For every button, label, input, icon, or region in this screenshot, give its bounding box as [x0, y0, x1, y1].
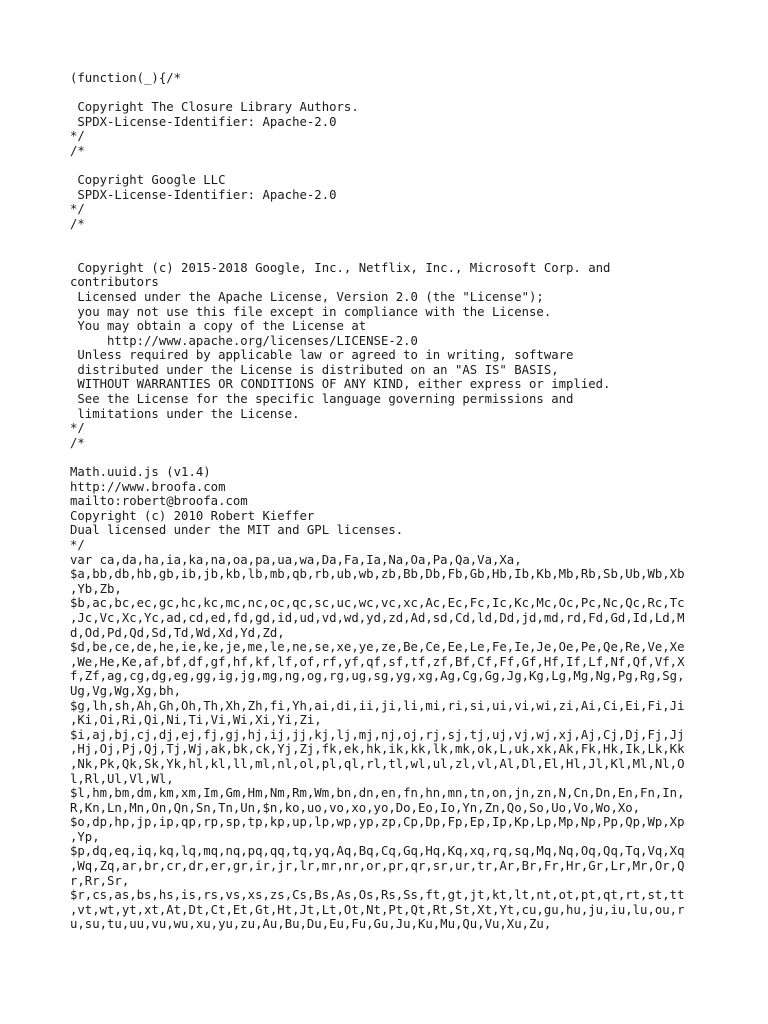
code-line: distributed under the License is distributed on an "AS IS" BASIS,: [70, 362, 559, 377]
code-line: $g,lh,sh,Ah,Gh,Oh,Th,Xh,Zh,fi,Yh,ai,di,ii,ji,li,mi,ri,si,ui,vi,wi,zi,Ai,Ci,Ei,Fi,Ji: [70, 698, 685, 713]
code-line: WITHOUT WARRANTIES OR CONDITIONS OF ANY KIND, either express or implied.: [70, 377, 611, 392]
code-line: [70, 86, 700, 101]
code-line: ,Jc,Vc,Xc,Yc,ad,cd,ed,fd,gd,id,ud,vd,wd,yd,zd,Ad,sd,Cd,ld,Dd,jd,md,rd,Fd,Gd,Id,Ld,M: [70, 610, 685, 625]
code-line: /*: [70, 435, 85, 450]
code-line: contributors: [70, 275, 159, 290]
code-document: [70, 71, 700, 932]
code-line: */: [70, 129, 85, 144]
code-line: [70, 450, 700, 465]
code-line: ,Yp,: [70, 829, 100, 844]
code-line: d,Od,Pd,Qd,Sd,Td,Wd,Xd,Yd,Zd,: [70, 625, 285, 640]
code-line: Copyright (c) 2010 Robert Kieffer: [70, 508, 315, 523]
code-line: limitations under the License.: [70, 406, 300, 421]
code-line: /*: [70, 216, 85, 231]
code-line: Ug,Vg,Wg,Xg,bh,: [70, 683, 182, 698]
code-line: $r,cs,as,bs,hs,is,rs,vs,xs,zs,Cs,Bs,As,Os,Rs,Ss,ft,gt,jt,kt,lt,nt,ot,pt,qt,rt,st,tt: [70, 888, 685, 903]
code-line: Copyright The Closure Library Authors.: [70, 100, 359, 115]
code-line: $p,dq,eq,iq,kq,lq,mq,nq,pq,qq,tq,yq,Aq,Bq,Cq,Gq,Hq,Kq,xq,rq,sq,Mq,Nq,Oq,Qq,Tq,Vq,Xq: [70, 844, 685, 859]
code-line: Dual licensed under the MIT and GPL licenses.: [70, 523, 404, 538]
code-line: l,Rl,Ul,Vl,Wl,: [70, 771, 174, 786]
code-line: See the License for the specific language governing permissions and: [70, 392, 574, 407]
code-line: Copyright Google LLC: [70, 173, 226, 188]
code-line: var ca,da,ha,ia,ka,na,oa,pa,ua,wa,Da,Fa,Ia,Na,Oa,Pa,Qa,Va,Xa,: [70, 552, 522, 567]
code-line: ,Hj,Oj,Pj,Qj,Tj,Wj,ak,bk,ck,Yj,Zj,fk,ek,hk,ik,kk,lk,mk,ok,L,uk,xk,Ak,Fk,Hk,Ik,Lk,Kk: [70, 742, 685, 757]
code-line: f,Zf,ag,cg,dg,eg,gg,ig,jg,mg,ng,og,rg,ug,sg,yg,xg,Ag,Cg,Gg,Jg,Kg,Lg,Mg,Ng,Pg,Rg,Sg,: [70, 669, 685, 684]
code-line: */: [70, 421, 85, 436]
code-line: */: [70, 538, 85, 552]
code-line: Copyright (c) 2015-2018 Google, Inc., Netflix, Inc., Microsoft Corp. and: [70, 260, 611, 275]
code-line: [70, 246, 700, 261]
code-line: $i,aj,bj,cj,dj,ej,fj,gj,hj,ij,jj,kj,lj,mj,nj,oj,rj,sj,tj,uj,vj,wj,xj,Aj,Cj,Dj,Fj,Jj: [70, 727, 685, 742]
code-line: SPDX-License-Identifier: Apache-2.0: [70, 114, 337, 129]
code-line: ,Wq,Zq,ar,br,cr,dr,er,gr,ir,jr,lr,mr,nr,or,pr,qr,sr,ur,tr,Ar,Br,Fr,Hr,Gr,Lr,Mr,Or,Q: [70, 859, 685, 874]
code-line: Unless required by applicable law or agreed to in writing, software: [70, 348, 574, 363]
code-line: $b,ac,bc,ec,gc,hc,kc,mc,nc,oc,qc,sc,uc,wc,vc,xc,Ac,Ec,Fc,Ic,Kc,Mc,Oc,Pc,Nc,Qc,Rc,Tc: [70, 596, 685, 611]
code-line: ,Nk,Pk,Qk,Sk,Yk,hl,kl,ll,ml,nl,ol,pl,ql,rl,tl,wl,ul,zl,vl,Al,Dl,El,Hl,Jl,Kl,Ml,Nl,O: [70, 756, 685, 771]
code-line: $d,be,ce,de,he,ie,ke,je,me,le,ne,se,xe,ye,ze,Be,Ce,Ee,Le,Fe,Ie,Je,Oe,Pe,Qe,Re,Ve,Xe: [70, 640, 685, 655]
code-line: ,We,He,Ke,af,bf,df,gf,hf,kf,lf,of,rf,yf,qf,sf,tf,zf,Bf,Cf,Ff,Gf,Hf,If,Lf,Nf,Qf,Vf,X: [70, 654, 685, 669]
code-line: ,Yb,Zb,: [70, 581, 122, 596]
code-line: $o,dp,hp,jp,ip,qp,rp,sp,tp,kp,up,lp,wp,yp,zp,Cp,Dp,Fp,Ep,Ip,Kp,Lp,Mp,Np,Pp,Qp,Wp,Xp: [70, 815, 685, 830]
code-line: [70, 232, 700, 247]
code-line: r,Rr,Sr,: [70, 873, 130, 888]
code-line: (function(_){/*: [70, 71, 182, 85]
code-line: u,su,tu,uu,vu,wu,xu,yu,zu,Au,Bu,Du,Eu,Fu,Gu,Ju,Ku,Mu,Qu,Vu,Xu,Zu,: [70, 917, 552, 932]
code-line: ,Ki,Oi,Ri,Qi,Ni,Ti,Vi,Wi,Xi,Yi,Zi,: [70, 713, 322, 728]
code-line: /*: [70, 143, 85, 158]
code-line: Licensed under the Apache License, Version 2.0 (the "License");: [70, 289, 544, 304]
code-line: [70, 159, 700, 174]
code-line: */: [70, 202, 85, 217]
code-line: ,vt,wt,yt,xt,At,Dt,Ct,Et,Gt,Ht,Jt,Lt,Ot,Nt,Pt,Qt,Rt,St,Xt,Yt,cu,gu,hu,ju,iu,lu,ou,r: [70, 902, 685, 917]
code-line: SPDX-License-Identifier: Apache-2.0: [70, 187, 337, 202]
code-line: Math.uuid.js (v1.4): [70, 465, 211, 480]
code-line: R,Kn,Ln,Mn,On,Qn,Sn,Tn,Un,$n,ko,uo,vo,xo,yo,Do,Eo,Io,Yn,Zn,Qo,So,Uo,Vo,Wo,Xo,: [70, 800, 641, 815]
code-line: You may obtain a copy of the License at: [70, 319, 367, 334]
code-line: $a,bb,db,hb,gb,ib,jb,kb,lb,mb,qb,rb,ub,wb,zb,Bb,Db,Fb,Gb,Hb,Ib,Kb,Mb,Rb,Sb,Ub,Wb,Xb: [70, 567, 685, 582]
code-line: $l,hm,bm,dm,km,xm,Im,Gm,Hm,Nm,Rm,Wm,bn,dn,en,fn,hn,mn,tn,on,jn,zn,N,Cn,Dn,En,Fn,In,: [70, 786, 685, 801]
code-line: you may not use this file except in compliance with the License.: [70, 304, 552, 319]
code-line: http://www.apache.org/licenses/LICENSE-2.0: [70, 333, 418, 348]
code-line: mailto:robert@broofa.com: [70, 494, 248, 509]
code-line: http://www.broofa.com: [70, 479, 226, 494]
